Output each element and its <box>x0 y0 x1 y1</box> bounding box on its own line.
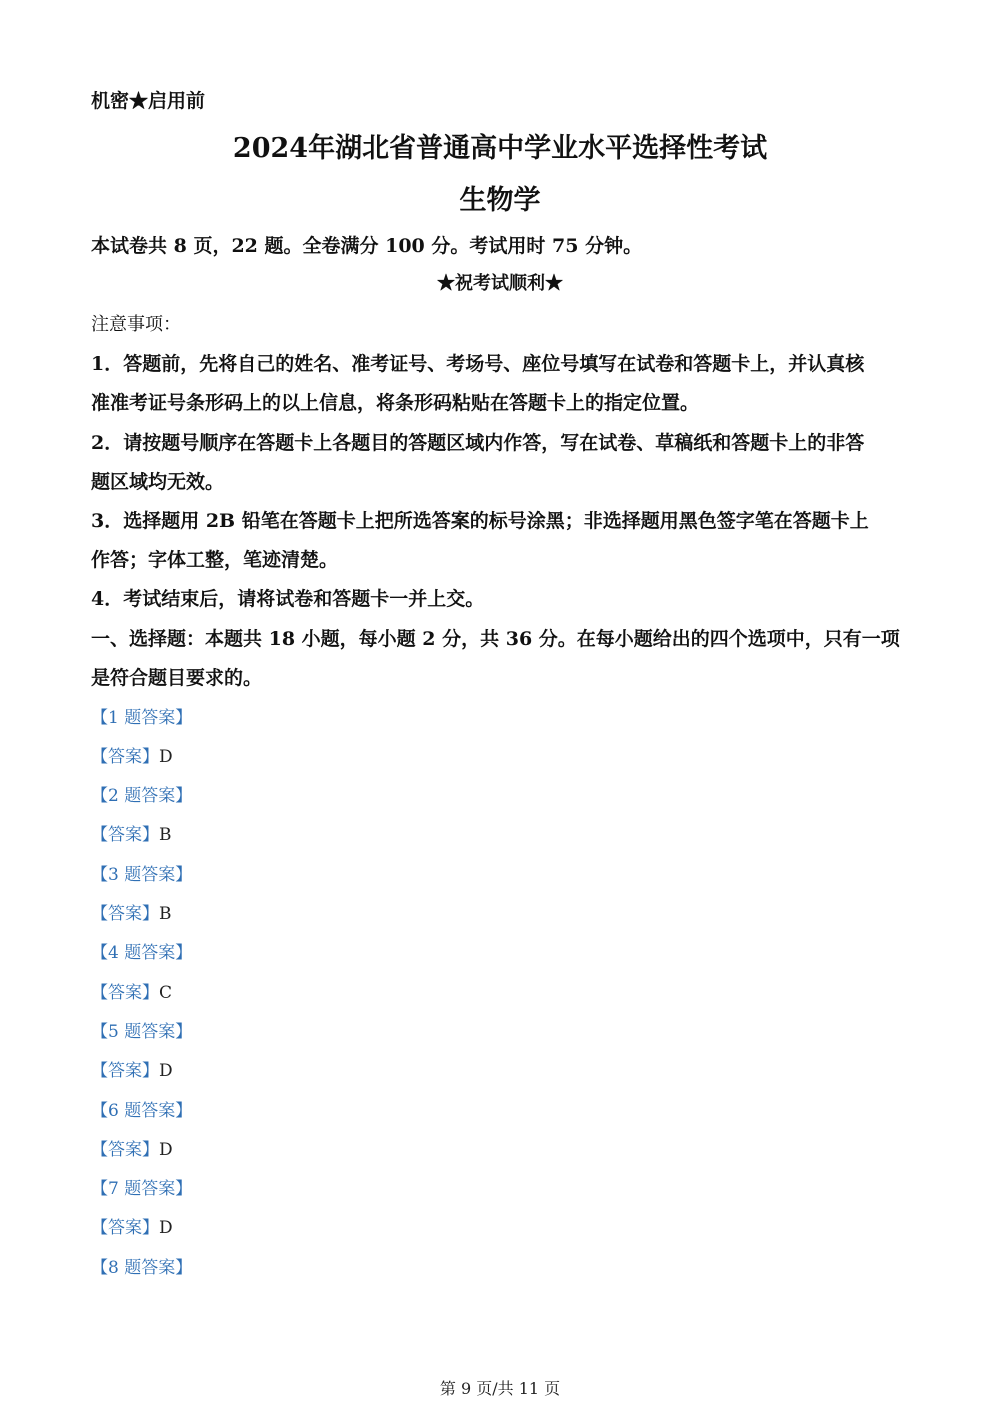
answer-value: B <box>159 825 172 845</box>
answer-prefix: 【答案】 <box>91 1061 159 1081</box>
note-line: 3．选择题用 2B 铅笔在答题卡上把所选答案的标号涂黑；非选择题用黑色签字笔在答题卡上 <box>91 510 869 532</box>
answer-prefix: 【答案】 <box>91 1140 159 1160</box>
section-heading-cont: 是符合题目要求的。 <box>91 667 263 689</box>
answer-prefix: 【答案】 <box>91 825 159 845</box>
question-label: 【7 题答案】 <box>91 1179 193 1199</box>
answer-line <box>91 899 172 924</box>
question-label: 【6 题答案】 <box>91 1101 193 1121</box>
answer-value: D <box>159 1061 173 1081</box>
question-label: 【1 题答案】 <box>91 708 193 728</box>
exam-info: 本试卷共 8 页，22 题。全卷满分 100 分。考试用时 75 分钟。 <box>91 235 643 257</box>
answer-prefix: 【答案】 <box>91 904 159 924</box>
answer-value: D <box>159 747 173 767</box>
note-line: 2．请按题号顺序在答题卡上各题目的答题区域内作答，写在试卷、草稿纸和答题卡上的非答 <box>91 432 865 454</box>
note-line: 1．答题前，先将自己的姓名、准考证号、考场号、座位号填写在试卷和答题卡上，并认真核 <box>91 353 865 375</box>
confidential-mark: 机密★启用前 <box>91 90 206 112</box>
answer-line <box>91 820 172 845</box>
note-line: 4．考试结束后，请将试卷和答题卡一并上交。 <box>91 588 485 610</box>
answer-line <box>91 1213 173 1238</box>
answer-prefix: 【答案】 <box>91 747 159 767</box>
answer-value: D <box>159 1140 173 1160</box>
note-line: 准准考证号条形码上的以上信息，将条形码粘贴在答题卡上的指定位置。 <box>91 392 700 414</box>
section-heading: 一、选择题：本题共 18 小题，每小题 2 分，共 36 分。在每小题给出的四个选项中，只有一项 <box>91 628 900 650</box>
question-label: 【4 题答案】 <box>91 943 193 963</box>
answer-value: C <box>159 983 173 1003</box>
page-number: 第 9 页/共 11 页 <box>439 1379 561 1398</box>
question-label: 【8 题答案】 <box>91 1258 193 1278</box>
question-label: 【5 题答案】 <box>91 1022 193 1042</box>
note-line: 题区域均无效。 <box>91 471 225 493</box>
subject-title: 生物学 <box>459 185 541 216</box>
question-label: 【3 题答案】 <box>91 865 193 885</box>
answer-line <box>91 1056 173 1081</box>
exam-title: 2024年湖北省普通高中学业水平选择性考试 <box>232 133 768 164</box>
good-luck-line: ★祝考试顺利★ <box>437 273 563 294</box>
answer-line <box>91 742 173 767</box>
answer-value: B <box>159 904 172 924</box>
note-line: 作答；字体工整，笔迹清楚。 <box>91 549 339 571</box>
notes-heading: 注意事项： <box>91 314 181 335</box>
answer-prefix: 【答案】 <box>91 1218 159 1238</box>
answer-line <box>91 978 172 1003</box>
answer-prefix: 【答案】 <box>91 983 159 1003</box>
answer-value: D <box>159 1218 173 1238</box>
question-label: 【2 题答案】 <box>91 786 193 806</box>
answer-line <box>91 1135 173 1160</box>
